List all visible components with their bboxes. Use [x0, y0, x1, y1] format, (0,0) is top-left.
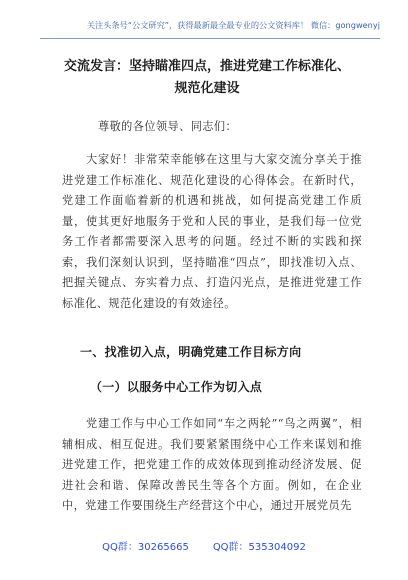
section-heading-1: 一、找准切入点，明确党建工作目标方向 [80, 345, 302, 359]
document-title: 交流发言：坚持瞄准四点，推进党建工作标准化、规范化建设 [63, 59, 350, 96]
footer-qq-group-2: QQ群：535304092 [212, 542, 306, 553]
footer-qq-group-1: QQ群：30265665 [102, 542, 189, 553]
header-promo-text: 关注头条号“公文研究”，获得最新最全最专业的公文资料库！ 微信：gongwenyj [86, 20, 380, 30]
paragraph-intro: 大家好！非常荣幸能够在这里与大家交流分享关于推进党建工作标准化、规范化建设的心得体会。在新时代，党建工作面临着新的机遇和挑战，如何提高党建工作质量，使其更好地服务于党和人民的事业，是我们每一位党务工作者都需要深入思考的问题。经过不断的实践和探索，我们深刻认识到，坚持瞄准“四点”，即找准切入点、把握关键点、夯实着力点、打造闪光点，是推进党建工作标准化、规范化建设的有效途径。 [62, 153, 362, 310]
paragraph-body: 党建工作与中心工作如同“车之两轮”“鸟之两翼”，相辅相成、相互促进。我们要紧紧围绕中心工作来谋划和推进党建工作，把党建工作的成效体现到推动经济发展、促进社会和谐、保障改善民生等各个方面。例如，在企业中，党建工作要围绕生产经营这个中心，通过开展党员先 [62, 417, 362, 512]
page-header [40, 14, 380, 39]
page-footer [0, 538, 408, 553]
greeting: 尊敬的各位领导、同志们： [98, 120, 238, 133]
subsection-heading-1: （一）以服务中心工作为切入点 [90, 380, 263, 394]
